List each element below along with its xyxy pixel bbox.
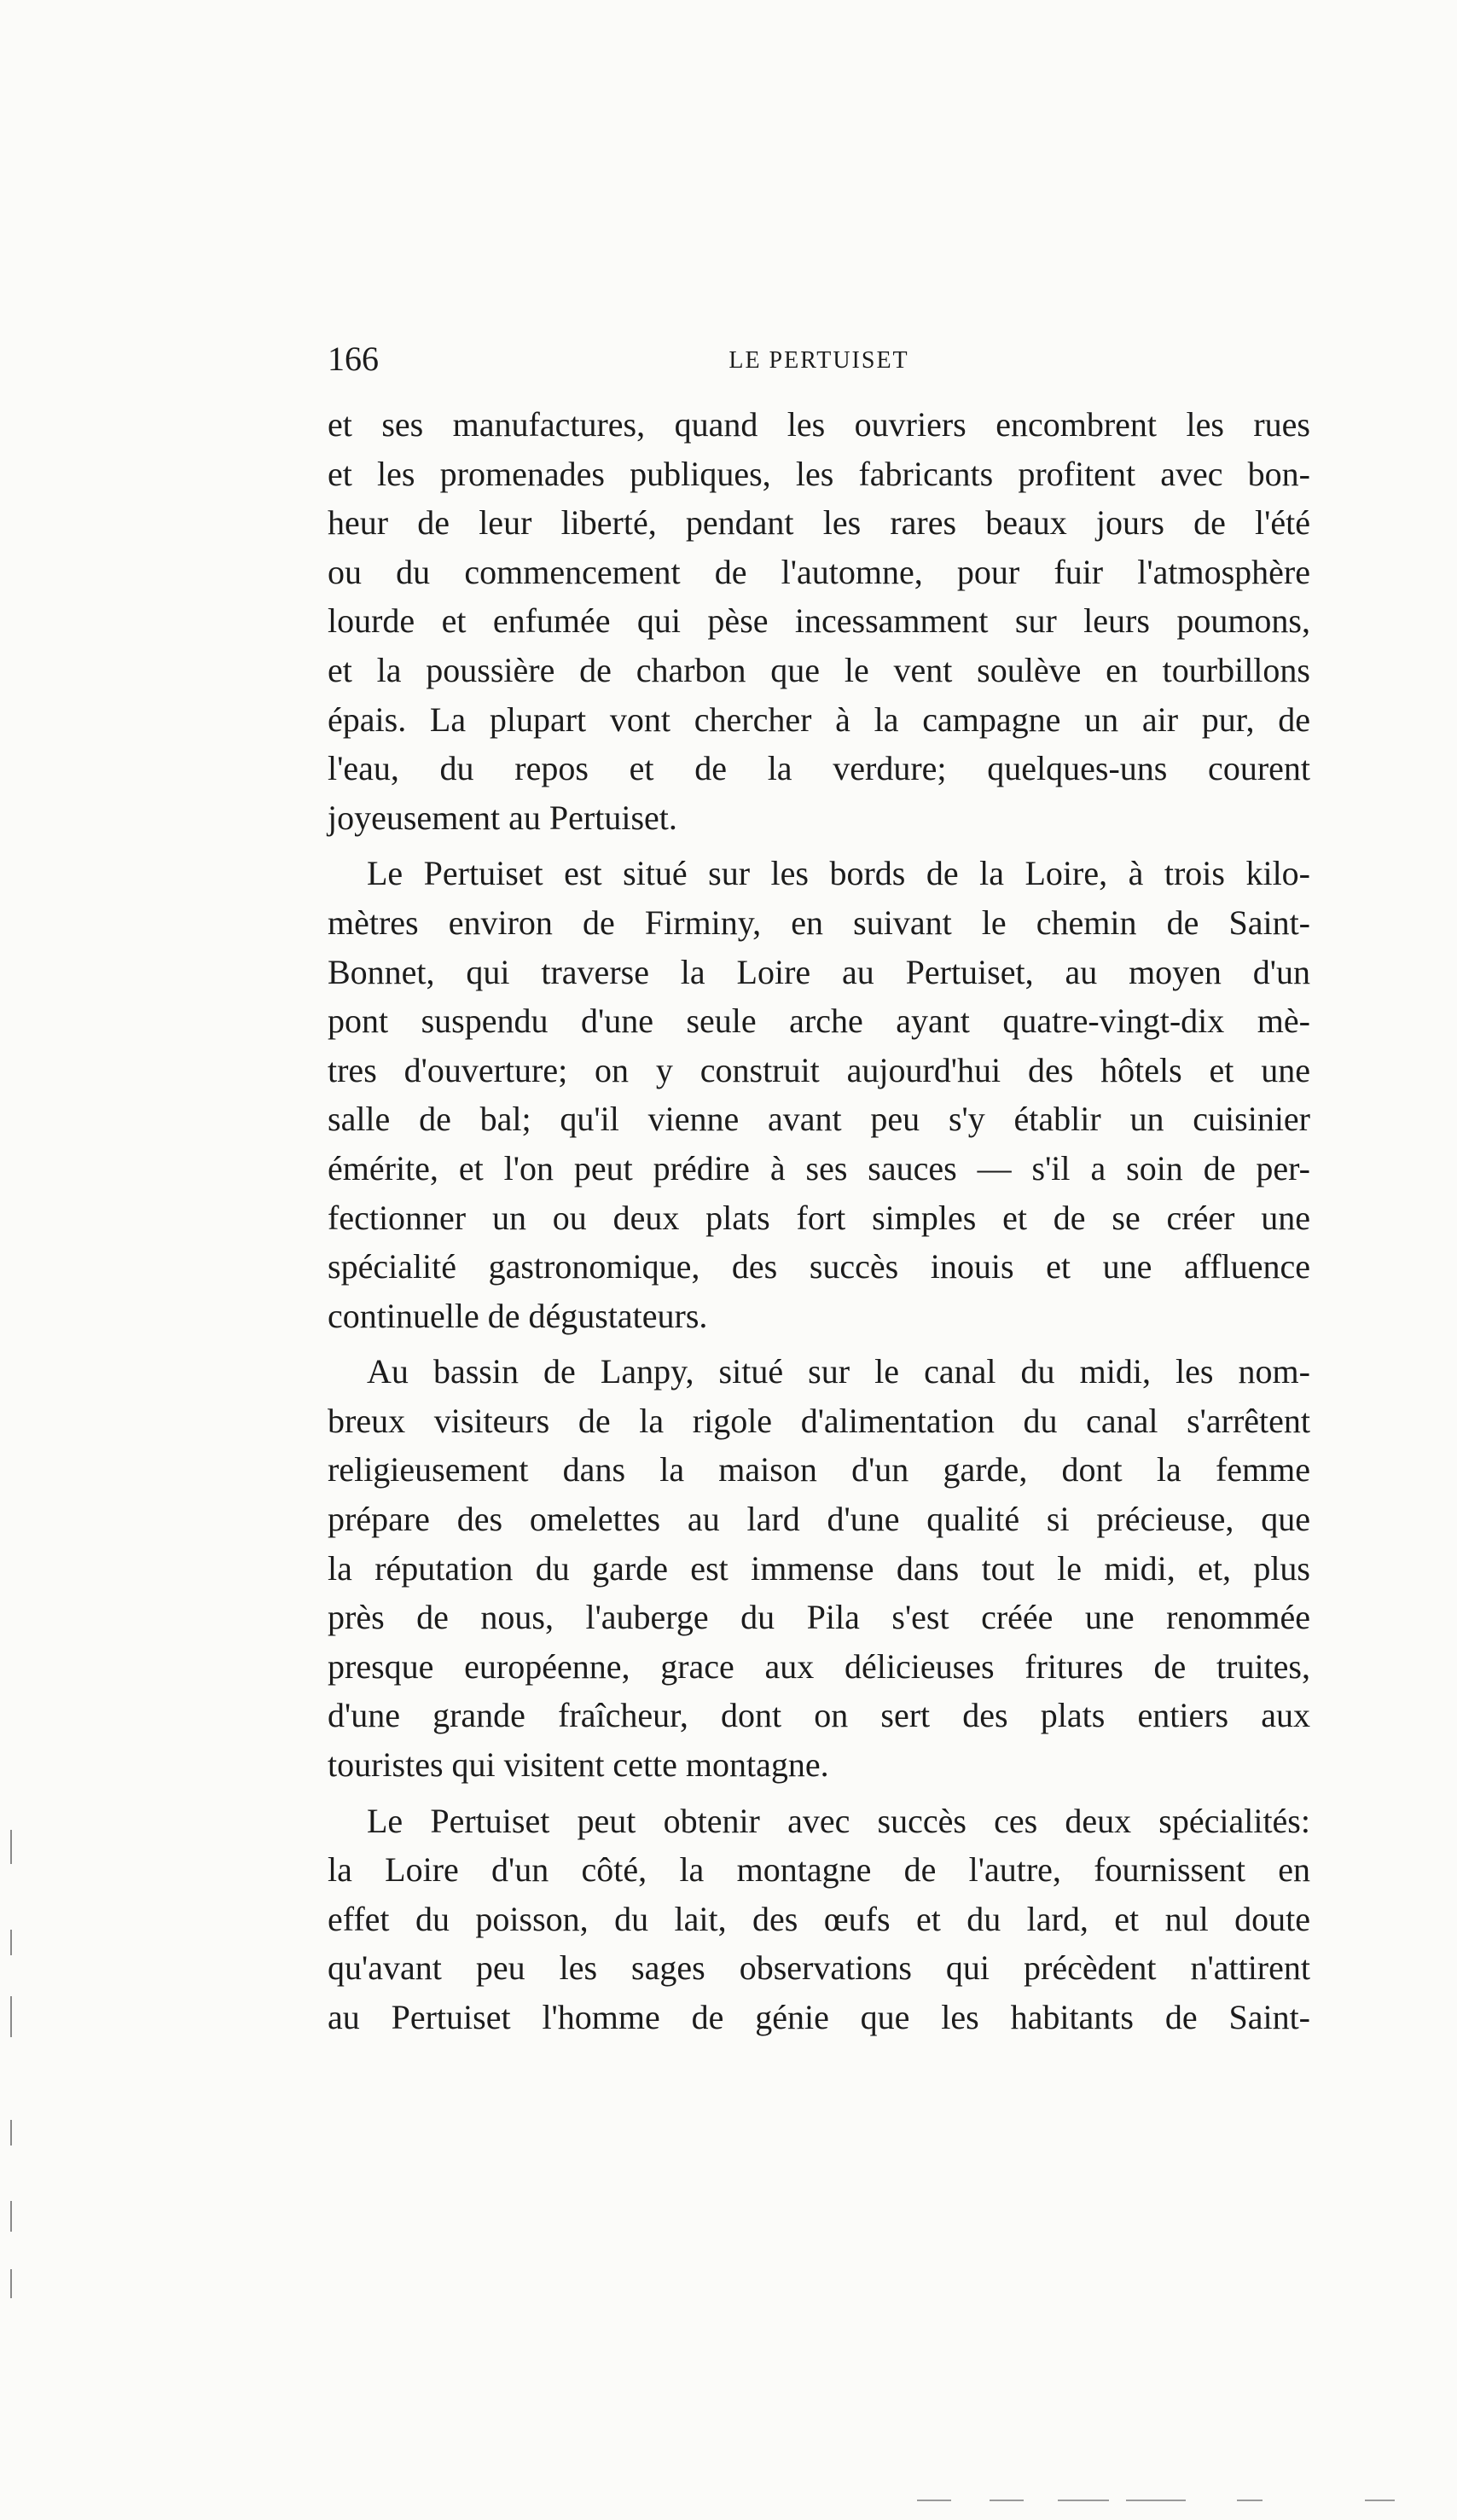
text-line: et ses manufactures, quand les ouvriers encombrent les rues	[328, 405, 1310, 444]
scan-mark	[10, 2201, 12, 2232]
text-line: l'eau, du repos et de la verdure; quelques-uns courent	[328, 749, 1310, 788]
scan-mark	[10, 1996, 12, 2037]
text-line: mètres environ de Firminy, en suivant le chemin de Saint-	[328, 903, 1310, 942]
text-line: Le Pertuiset est situé sur les bords de la Loire, à trois kilo-	[367, 854, 1310, 893]
text-line: joyeusement au Pertuiset.	[328, 798, 677, 837]
text-line: Au bassin de Lanpy, situé sur le canal du midi, les nom-	[367, 1352, 1310, 1391]
text-line: lourde et enfumée qui pèse incessamment sur leurs poumons,	[328, 601, 1310, 641]
scan-mark	[10, 2269, 12, 2298]
paragraph-2	[328, 849, 1310, 1340]
text-line: breux visiteurs de la rigole d'alimentation du canal s'arrêtent	[328, 1401, 1310, 1440]
paragraph-3	[328, 1347, 1310, 1789]
text-line: touristes qui visitent cette montagne.	[328, 1745, 829, 1785]
text-line: heur de leur liberté, pendant les rares beaux jours de l'été	[328, 503, 1310, 543]
text-line: spécialité gastronomique, des succès inouis et une affluence	[328, 1247, 1310, 1286]
page-number: 166	[328, 340, 379, 378]
scan-mark	[10, 2120, 12, 2145]
text-line: Bonnet, qui traverse la Loire au Pertuiset, au moyen d'un	[328, 952, 1310, 991]
text-line: prépare des omelettes au lard d'une qualité si précieuse, que	[328, 1500, 1310, 1539]
text-line: continuelle de dégustateurs.	[328, 1296, 708, 1335]
text-line: fectionner un ou deux plats fort simples et de se créer une	[328, 1198, 1310, 1237]
text-line: qu'avant peu les sages observations qui précèdent n'attirent	[328, 1948, 1310, 1988]
text-line: et la poussière de charbon que le vent soulève en tourbillons	[328, 650, 1310, 689]
text-line: au Pertuiset l'homme de génie que les habitants de Saint-	[328, 1998, 1310, 2036]
scan-mark	[1237, 2500, 1263, 2501]
scan-mark	[1365, 2500, 1395, 2501]
scan-mark	[1058, 2500, 1109, 2501]
running-head	[328, 337, 1310, 390]
running-title: LE PERTUISET	[728, 347, 909, 374]
text-line: presque européenne, grace aux délicieuses fritures de truites,	[328, 1646, 1310, 1686]
scan-mark	[10, 1930, 12, 1955]
text-line: émérite, et l'on peut prédire à ses sauces — s'il a soin de per-	[328, 1148, 1310, 1187]
body-text	[328, 400, 1310, 2042]
scan-mark	[1126, 2500, 1186, 2501]
text-line: tres d'ouverture; on y construit aujourd'hui des hôtels et une	[328, 1050, 1310, 1089]
text-line: épais. La plupart vont chercher à la campagne un air pur, de	[328, 700, 1310, 739]
text-line: la réputation du garde est immense dans tout le midi, et, plus	[328, 1548, 1310, 1588]
book-page	[328, 337, 1310, 2042]
text-line: effet du poisson, du lait, des œufs et du lard, et nul doute	[328, 1899, 1310, 1938]
text-line: pont suspendu d'une seule arche ayant quatre-vingt-dix mè-	[328, 1002, 1310, 1041]
text-line: et les promenades publiques, les fabricants profitent avec bon-	[328, 454, 1310, 493]
text-line: la Loire d'un côté, la montagne de l'autre, fournissent en	[328, 1850, 1310, 1890]
text-line: d'une grande fraîcheur, dont on sert des plats entiers aux	[328, 1696, 1310, 1735]
paragraph-1	[328, 400, 1310, 842]
text-line: salle de bal; qu'il vienne avant peu s'y établir un cuisinier	[328, 1100, 1310, 1139]
text-line: près de nous, l'auberge du Pila s'est créée une renommée	[328, 1598, 1310, 1637]
scan-mark	[990, 2500, 1024, 2501]
scan-mark	[917, 2500, 951, 2501]
text-line: religieusement dans la maison d'un garde, dont la femme	[328, 1450, 1310, 1489]
text-line: ou du commencement de l'automne, pour fuir l'atmosphère	[328, 552, 1310, 591]
scan-mark	[10, 1830, 12, 1864]
paragraph-4	[328, 1797, 1310, 2042]
text-line: Le Pertuiset peut obtenir avec succès ces deux spécialités:	[367, 1801, 1310, 1840]
